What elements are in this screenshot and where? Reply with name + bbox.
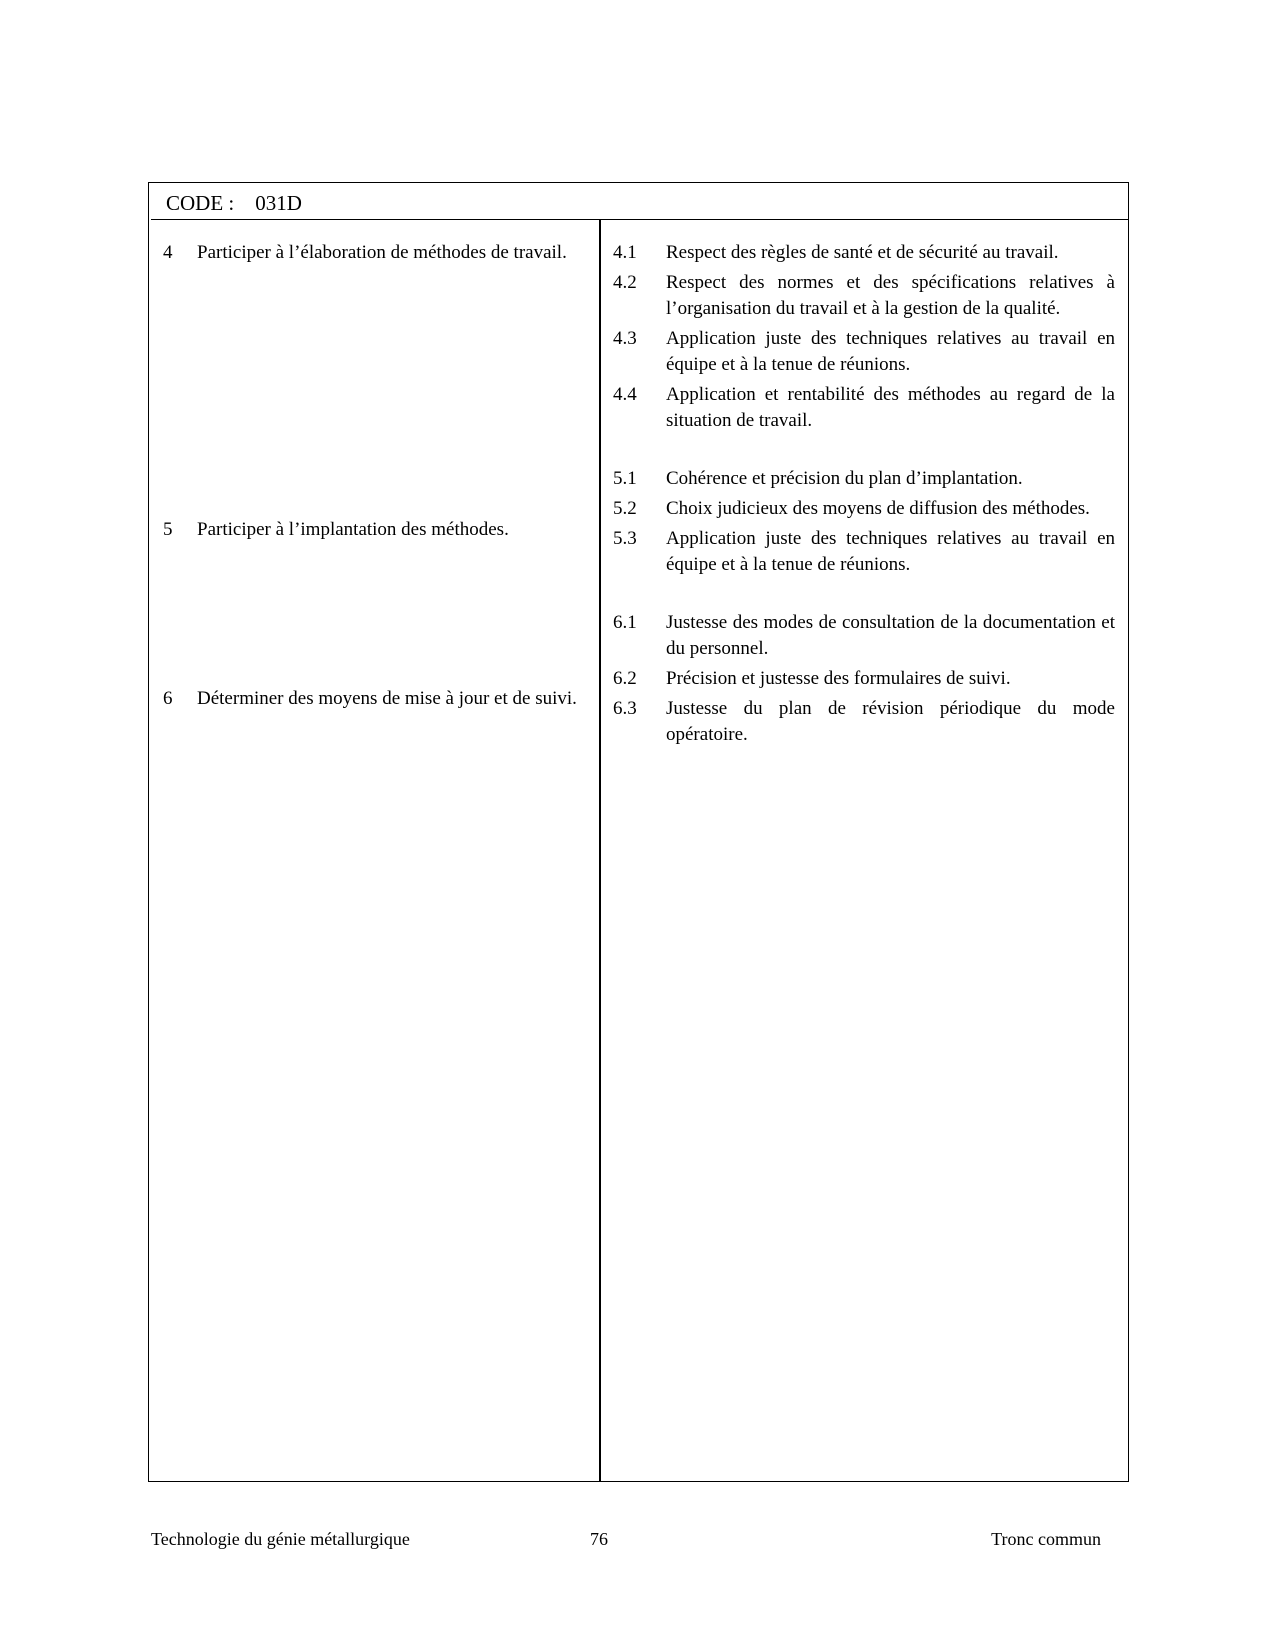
criteria-group-6 <box>613 610 1115 748</box>
criterion-number: 6.2 <box>613 668 637 689</box>
criterion-text: Application juste des techniques relatives au travail en équipe et à la tenue de réunions. <box>666 328 1115 375</box>
element-text: Participer à l’implantation des méthodes. <box>197 519 509 540</box>
criterion-item <box>613 610 1115 662</box>
element-number: 4 <box>163 242 173 263</box>
criterion-item <box>613 466 1115 492</box>
element-text: Participer à l’élaboration de méthodes de travail. <box>197 242 567 263</box>
criterion-item <box>613 326 1115 378</box>
criterion-item <box>613 240 1115 266</box>
criterion-text: Respect des normes et des spécifications relatives à l’organisation du travail et à la gestion de la qualité. <box>666 272 1115 319</box>
criterion-text: Justesse des modes de consultation de la documentation et du personnel. <box>666 612 1115 659</box>
criteria-group-5 <box>613 466 1115 578</box>
footer-program-title: Technologie du génie métallurgique <box>151 1529 410 1549</box>
criterion-number: 5.1 <box>613 468 637 489</box>
criterion-number: 6.3 <box>613 698 637 719</box>
criterion-number: 4.2 <box>613 272 637 293</box>
column-divider <box>599 220 601 1481</box>
criterion-text: Justesse du plan de révision périodique du mode opératoire. <box>666 698 1115 745</box>
criterion-number: 6.1 <box>613 612 637 633</box>
criterion-item <box>613 666 1115 692</box>
footer-page-number: 76 <box>590 1529 608 1549</box>
element-4 <box>163 240 583 266</box>
criteria-group-4 <box>613 240 1115 434</box>
header-rule <box>385 219 1129 220</box>
criterion-number: 5.2 <box>613 498 637 519</box>
element-number: 6 <box>163 688 173 709</box>
criterion-text: Application juste des techniques relatives au travail en équipe et à la tenue de réunions. <box>666 528 1115 575</box>
criterion-number: 4.4 <box>613 384 637 405</box>
code-value: 031D <box>255 191 302 215</box>
criterion-item <box>613 382 1115 434</box>
element-text: Déterminer des moyens de mise à jour et de suivi. <box>197 688 577 709</box>
element-number: 5 <box>163 519 173 540</box>
performance-criteria-column <box>613 240 1115 780</box>
criterion-text: Précision et justesse des formulaires de suivi. <box>666 668 1011 689</box>
criterion-text: Respect des règles de santé et de sécurité au travail. <box>666 242 1059 263</box>
criterion-item <box>613 696 1115 748</box>
element-5 <box>163 517 583 543</box>
criterion-number: 5.3 <box>613 528 637 549</box>
criterion-text: Choix judicieux des moyens de diffusion des méthodes. <box>666 498 1090 519</box>
criterion-item <box>613 526 1115 578</box>
criterion-item <box>613 270 1115 322</box>
criterion-number: 4.1 <box>613 242 637 263</box>
criterion-text: Application et rentabilité des méthodes au regard de la situation de travail. <box>666 384 1115 431</box>
element-6 <box>163 686 583 712</box>
footer-section-name: Tronc commun <box>991 1529 1101 1549</box>
criterion-item <box>613 496 1115 522</box>
code-header <box>166 190 302 216</box>
criterion-number: 4.3 <box>613 328 637 349</box>
code-underline <box>151 219 386 220</box>
code-label: CODE : <box>166 191 235 215</box>
criterion-text: Cohérence et précision du plan d’implantation. <box>666 468 1023 489</box>
